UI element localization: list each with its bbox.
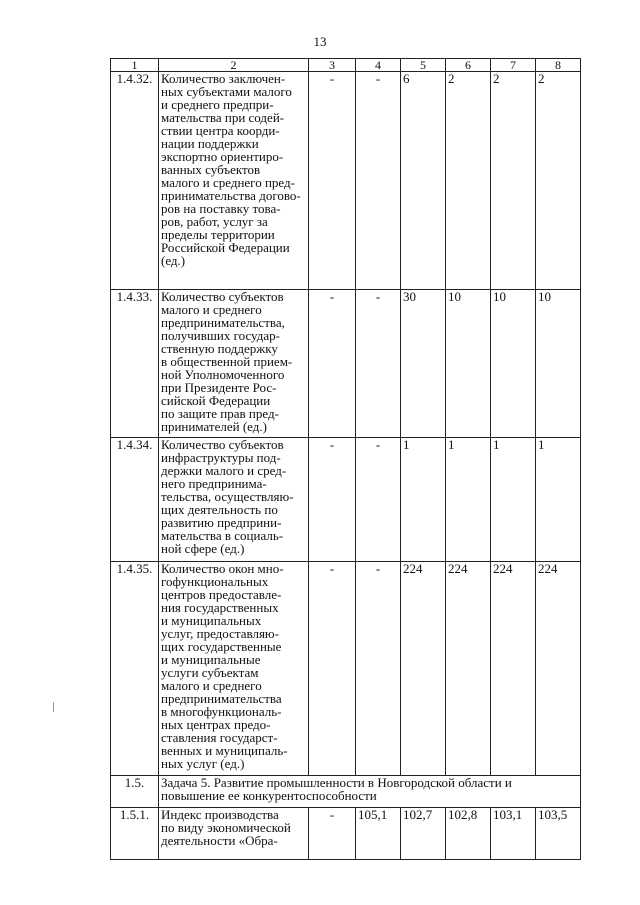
indicator-name-line: ния государственных <box>161 600 279 615</box>
table-row <box>111 72 581 290</box>
indicator-name-line: и среднего предпри- <box>161 97 274 112</box>
indicator-name-line: пределы территории <box>161 227 275 242</box>
indicator-name-line: щих деятельность по <box>161 502 278 517</box>
indicator-name-line: ставления государст- <box>161 730 278 745</box>
indicator-name-line: малого и среднего пред- <box>161 175 295 190</box>
cell-col-5: 6 <box>401 72 446 290</box>
indicator-name-line: сийской Федерации <box>161 393 271 408</box>
indicator-name-line: и муниципальные <box>161 652 261 667</box>
column-header-1: 1 <box>111 59 159 72</box>
cell-col-7: 2 <box>491 72 536 290</box>
table-row <box>111 290 581 438</box>
column-header-5: 5 <box>401 59 446 72</box>
cell-col-3: - <box>309 438 356 562</box>
indicator-name-line: в общественной прием- <box>161 354 293 369</box>
indicator-name-line: при Президенте Рос- <box>161 380 277 395</box>
cell-col-4: - <box>356 562 401 776</box>
indicator-name-line: гофункциональных <box>161 574 269 589</box>
section-title-line: Задача 5. Развитие промышленности в Новгородской области и <box>161 775 512 790</box>
indicator-name-line: малого и среднего <box>161 678 262 693</box>
indicator-name-line: центров предоставле- <box>161 587 282 602</box>
indicator-name-line: мательства в социаль- <box>161 528 284 543</box>
indicator-name-line: ных услуг (ед.) <box>161 756 245 771</box>
table-row <box>111 808 581 860</box>
cell-col-5: 30 <box>401 290 446 438</box>
column-header-3: 3 <box>309 59 356 72</box>
cell-col-8: 103,5 <box>536 808 581 860</box>
indicator-name-line: по виду экономической <box>161 820 291 835</box>
cell-col-5: 1 <box>401 438 446 562</box>
indicator-name-line: мательства при содей- <box>161 110 285 125</box>
indicator-name <box>159 438 309 562</box>
indicator-name-line: венных и муниципаль- <box>161 743 288 758</box>
cell-col-6: 224 <box>446 562 491 776</box>
section-number: 1.5. <box>111 776 159 808</box>
row-number: 1.5.1. <box>111 808 159 860</box>
cell-col-4: - <box>356 72 401 290</box>
cell-col-3: - <box>309 290 356 438</box>
column-header-8: 8 <box>536 59 581 72</box>
indicator-table <box>110 58 581 860</box>
column-header-6: 6 <box>446 59 491 72</box>
indicator-name-line: Количество заключен- <box>161 71 286 86</box>
indicator-name-line: принимательства догово- <box>161 188 301 203</box>
cell-col-4: - <box>356 438 401 562</box>
indicator-name-line: деятельности «Обра- <box>161 833 278 848</box>
cell-col-6: 102,8 <box>446 808 491 860</box>
indicator-name-line: ных субъектами малого <box>161 84 292 99</box>
table-row <box>111 438 581 562</box>
indicator-name-line: ствии центра коорди- <box>161 123 280 138</box>
indicator-name <box>159 562 309 776</box>
cell-col-8: 1 <box>536 438 581 562</box>
section-title <box>159 776 581 808</box>
indicator-name-line: ров, работ, услуг за <box>161 214 268 229</box>
cell-col-7: 103,1 <box>491 808 536 860</box>
indicator-name-line: малого и среднего <box>161 302 262 317</box>
indicator-name-line: нации поддержки <box>161 136 259 151</box>
indicator-name-line: услуг, предоставляю- <box>161 626 279 641</box>
row-number: 1.4.35. <box>111 562 159 776</box>
table-row <box>111 562 581 776</box>
cell-col-6: 1 <box>446 438 491 562</box>
indicator-name-line: и муниципальных <box>161 613 262 628</box>
cell-col-8: 2 <box>536 72 581 290</box>
cell-col-7: 224 <box>491 562 536 776</box>
indicator-name-line: ной Уполномоченного <box>161 367 285 382</box>
indicator-name-line: по защите прав пред- <box>161 406 279 421</box>
cell-col-4: 105,1 <box>356 808 401 860</box>
indicator-name-line: Российской Федерации <box>161 240 290 255</box>
row-number: 1.4.34. <box>111 438 159 562</box>
indicator-name-line: Количество субъектов <box>161 437 284 452</box>
cell-col-7: 10 <box>491 290 536 438</box>
indicator-name-line: экспортно ориентиро- <box>161 149 284 164</box>
indicator-name-line: развитию предприни- <box>161 515 282 530</box>
indicator-name-line: Количество субъектов <box>161 289 284 304</box>
column-header-4: 4 <box>356 59 401 72</box>
cell-col-7: 1 <box>491 438 536 562</box>
cell-col-3: - <box>309 562 356 776</box>
indicator-name-line: Индекс производства <box>161 807 279 822</box>
cell-col-6: 10 <box>446 290 491 438</box>
cell-col-4: - <box>356 290 401 438</box>
cell-col-3: - <box>309 808 356 860</box>
indicator-name-line: ванных субъектов <box>161 162 261 177</box>
indicator-name-line: Количество окон мно- <box>161 561 284 576</box>
cell-col-3: - <box>309 72 356 290</box>
indicator-name <box>159 72 309 290</box>
indicator-name-line: ной сфере (ед.) <box>161 541 245 556</box>
indicator-name-line: услуги субъектам <box>161 665 259 680</box>
indicator-name-line: щих государственные <box>161 639 282 654</box>
cell-col-6: 2 <box>446 72 491 290</box>
cell-col-5: 102,7 <box>401 808 446 860</box>
row-number: 1.4.33. <box>111 290 159 438</box>
indicator-name-line: принимателей (ед.) <box>161 419 267 434</box>
indicator-name-line: предпринимательства <box>161 691 282 706</box>
scan-mark <box>53 702 54 712</box>
indicator-name <box>159 808 309 860</box>
row-number: 1.4.32. <box>111 72 159 290</box>
cell-col-8: 10 <box>536 290 581 438</box>
column-number-row <box>111 59 581 72</box>
page-number: 13 <box>313 34 327 49</box>
indicator-name-line: тельства, осуществляю- <box>161 489 294 504</box>
indicator-name-line: держки малого и сред- <box>161 463 287 478</box>
indicator-name-line: ственную поддержку <box>161 341 278 356</box>
indicator-name <box>159 290 309 438</box>
cell-col-5: 224 <box>401 562 446 776</box>
indicator-name-line: него предпринима- <box>161 476 267 491</box>
indicator-name-line: получивших государ- <box>161 328 280 343</box>
indicator-name-line: (ед.) <box>161 253 186 268</box>
indicator-name-line: в многофункциональ- <box>161 704 282 719</box>
indicator-name-line: ров на поставку това- <box>161 201 281 216</box>
section-row <box>111 776 581 808</box>
indicator-name-line: предпринимательства, <box>161 315 285 330</box>
indicator-name-line: ных центрах предо- <box>161 717 271 732</box>
cell-col-8: 224 <box>536 562 581 776</box>
column-header-2: 2 <box>159 59 309 72</box>
column-header-7: 7 <box>491 59 536 72</box>
indicator-name-line: инфраструктуры под- <box>161 450 281 465</box>
section-title-line: повышение ее конкурентоспособности <box>161 788 377 803</box>
